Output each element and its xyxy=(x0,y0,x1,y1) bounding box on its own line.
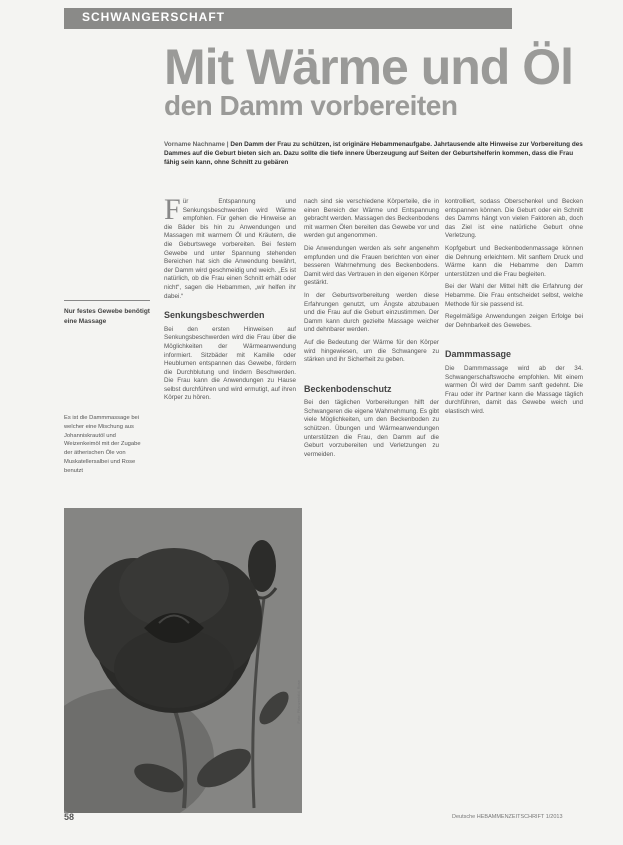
body-paragraph: Bei den ersten Hinweisen auf Senkungsbeschwerden wird die Frau über die Möglichkeiten der Wärmeanwendung informiert. Sitzbäder mit Kamille oder Heublumen entspannen das Gewebe, fördern die Durchblutung und lindern Beschwerden. Die Frau kann die Anwendungen zu Hause selbst durchführen und wird ermutigt, auf ihren Körper zu hören. xyxy=(164,325,296,402)
dropcap: F xyxy=(164,193,181,226)
subheading: Senkungsbeschwerden xyxy=(164,310,265,321)
rose-photo xyxy=(64,508,302,813)
pull-quote: Nur festes Gewebe benötigt eine Massage xyxy=(64,300,150,327)
body-paragraph: Bei den täglichen Vorbereitungen hilft der Schwangeren die eigene Wahrnehmung. Es gibt viele Möglichkeiten, um den Beckenboden zu schützen. Übungen und Wärmeanwendungen unterstützen die Frau, den Damm auf die Geburt vorzubereiten und Verletzungen zu vermeiden. xyxy=(304,399,439,458)
intro-paragraph xyxy=(164,193,296,301)
body-paragraph: Auf die Bedeutung der Wärme für den Körper wird hingewiesen, um die Schwangere zu stärken und ihr Sicherheit zu geben. xyxy=(304,338,439,364)
body-paragraph: kontrolliert, sodass Oberschenkel und Becken entspannen können. Die Geburt oder ein Schnitt des Damms hängt von vielen Faktoren ab, doch das Ziel ist eine natürliche Geburt ohne Verletzung. xyxy=(445,198,583,240)
body-paragraph: Bei der Wahl der Mittel hilft die Erfahrung der Hebamme. Die Frau entscheidet selbst, welche Methode für sie passend ist. xyxy=(445,283,583,308)
body-paragraph: Regelmäßige Anwendungen zeigen Erfolge bei der Dehnbarkeit des Gewebes. xyxy=(445,313,583,329)
article-title: Mit Wärme und Öl xyxy=(164,39,573,95)
page-number: 58 xyxy=(64,812,75,822)
body-paragraph: Die Anwendungen werden als sehr angenehm empfunden und die Frauen berichten von einer besseren Wahrnehmung des Beckenbodens. Damit wird das Vertrauen in den eigenen Körper gestärkt. xyxy=(304,244,439,287)
side-note: Es ist die Dammmassage bei welcher eine Mischung aus Johanniskrautöl und Weizenkeimöl mit der Zugabe der ätherischen Öle von Muskatellersalbei und Rose benutzt xyxy=(64,415,141,474)
rose-image xyxy=(64,508,302,813)
body-paragraph: In der Geburtsvorbereitung werden diese Erfahrungen genutzt, um Ängste abzubauen und die Frau auf die Geburt einzustimmen. Der Damm kann durch gezielte Massage weicher und dehnbarer werden. xyxy=(304,291,439,334)
article-subtitle: den Damm vorbereiten xyxy=(164,90,458,121)
column-3 xyxy=(445,198,583,420)
subheading: Beckenbodenschutz xyxy=(304,383,392,394)
lead-paragraph xyxy=(164,140,584,167)
body-paragraph: Kopfgeburt und Beckenbodenmassage können die Dehnung erleichtern. Mit sanftem Druck und Wärme kann die Hebamme den Damm unterstützen und die Frau begleiten. xyxy=(445,244,583,278)
section-label: SCHWANGERSCHAFT xyxy=(82,10,225,24)
body-paragraph: nach sind sie verschiedene Körperteile, die in einen Bereich der Wärme und Entspannung gebracht werden. Massagen des Beckenbodens mit warmen Ölen bereiten das Gewebe vor und werden gut angenommen. xyxy=(304,198,439,240)
column-2 xyxy=(304,198,439,463)
intro-text: ür Entspannung und Senkungsbeschwerden wird Wärme empfohlen. Für gehen die Hinweise an die Bäder bis hin zu Anwendungen und Massagen mit warmem Öl und Kräutern, die die Geburtswege vorbereiten. Bei festem Gewebe und unter Spannung stehenden Bereichen hat sich die Anwendung bewährt, der Damm wird geschmeidig und weich. „Es ist natürlich, ob die Frau einen Schnitt erhält oder nicht“, sagen die Hebammen, „wir helfen ihr dabei.“ xyxy=(164,198,296,300)
column-1 xyxy=(164,193,296,407)
body-paragraph: Die Dammmassage wird ab der 34. Schwangerschaftswoche empfohlen. Mit einem warmen Öl wird der Damm sanft gedehnt. Die Frau oder ihr Partner kann die Massage täglich durchführen, damit das Gewebe weich und elastisch wird. xyxy=(445,364,583,415)
footer-publication: Deutsche HEBAMMENZEITSCHRIFT 1/2013 xyxy=(452,814,563,820)
author-byline: Vorname Nachname | xyxy=(164,141,229,148)
subheading: Dammmassage xyxy=(445,349,512,360)
photo-credit: Foto: Pflanzenbild, Rose xyxy=(296,680,301,724)
lead-text: Den Damm der Frau zu schützen, ist originäre Hebammenaufgabe. Jahrtausende alte Hinweise zur Vorbereitung des Dammes auf die Geburt bieten sich an. Dazu sollte die tiefe innere Überzeugung auf Seiten der Geburtshelferin kommen, dass die Frau fähig sein kann, ohne Schnitt zu gebären xyxy=(164,141,583,166)
